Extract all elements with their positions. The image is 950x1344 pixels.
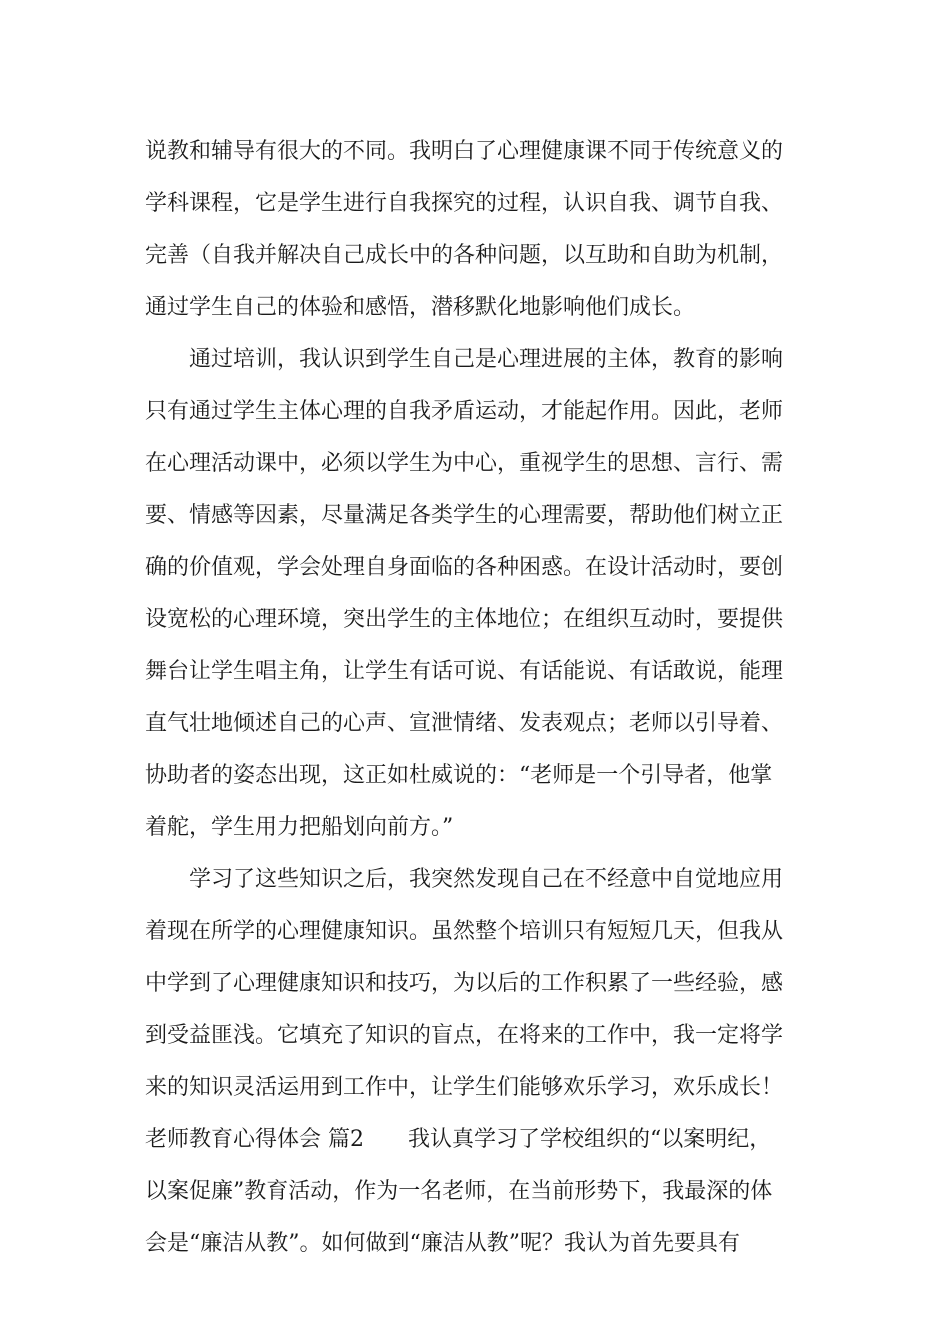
section-heading-line	[145, 1120, 805, 1172]
paragraph-start-line: 学习了这些知识之后，我突然发现自己在不经意中自觉地应用	[189, 867, 784, 892]
text-line: 到受益匪浅。它填充了知识的盲点，在将来的工作中，我一定将学	[145, 1023, 784, 1048]
text-line: 确的价值观，学会处理自身面临的各种困惑。在设计活动时，要创	[145, 555, 784, 580]
text-line: 舞台让学生唱主角，让学生有话可说、有话能说、有话敢说，能理	[145, 659, 784, 684]
text-line: 来的知识灵活运用到工作中，让学生们能够欢乐学习，欢乐成长！	[145, 1075, 784, 1100]
text-line: 要、情感等因素，尽量满足各类学生的心理需要，帮助他们树立正	[145, 503, 784, 528]
text-line: 设宽松的心理环境，突出学生的主体地位；在组织互动时，要提供	[145, 607, 784, 632]
paragraph-start-line: 通过培训，我认识到学生自己是心理进展的主体，教育的影响	[189, 347, 784, 372]
text-line: 中学到了心理健康知识和技巧，为以后的工作积累了一些经验，感	[145, 971, 784, 996]
section-first-line: 我认真学习了学校组织的“以案明纪，	[408, 1127, 772, 1152]
text-line: 协助者的姿态出现，这正如杜威说的：“老师是一个引导者，他掌	[145, 763, 773, 788]
text-line: 完善（自我并解决自己成长中的各种问题，以互助和自助为机制，	[145, 243, 784, 268]
text-line: 学科课程，它是学生进行自我探究的过程，认识自我、调节自我、	[145, 191, 784, 216]
section-heading: 老师教育心得体会 篇2	[145, 1127, 364, 1152]
text-line: 着舵，学生用力把船划向前方。”	[145, 815, 454, 840]
text-line: 说教和辅导有很大的不同。我明白了心理健康课不同于传统意义的	[145, 139, 784, 164]
document-body	[145, 132, 805, 1276]
text-line: 会是“廉洁从教”。如何做到“廉洁从教”呢？我认为首先要具有	[145, 1231, 740, 1256]
text-line: 在心理活动课中，必须以学生为中心，重视学生的思想、言行、需	[145, 451, 784, 476]
text-line: 通过学生自己的体验和感悟，潜移默化地影响他们成长。	[145, 295, 696, 320]
text-line: 只有通过学生主体心理的自我矛盾运动，才能起作用。因此，老师	[145, 399, 784, 424]
text-line: 直气壮地倾述自己的心声、宣泄情绪、发表观点；老师以引导着、	[145, 711, 784, 736]
text-line: 以案促廉”教育活动，作为一名老师，在当前形势下，我最深的体	[145, 1179, 773, 1204]
text-line: 着现在所学的心理健康知识。虽然整个培训只有短短几天，但我从	[145, 919, 784, 944]
